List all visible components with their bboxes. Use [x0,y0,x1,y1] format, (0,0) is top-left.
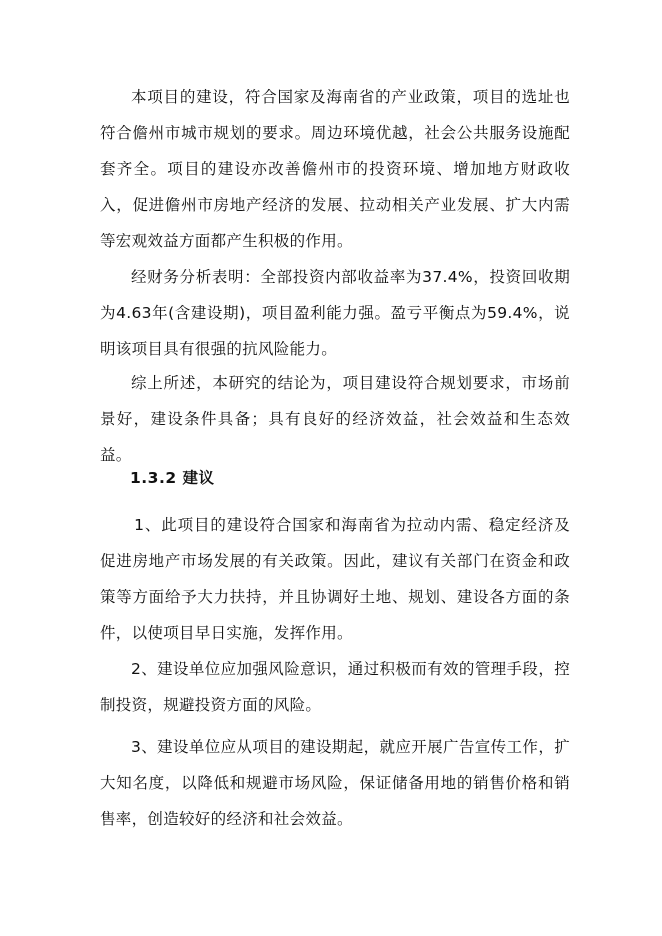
conclusion-paragraph-3: 综上所述，本研究的结论为，项目建设符合规划要求，市场前景好，建设条件具备；具有良好的经济效益，社会效益和生态效益。 [100,374,570,464]
conclusion-paragraph-1: 本项目的建设，符合国家及海南省的产业政策，项目的选址也符合儋州市城市规划的要求。周边环境优越，社会公共服务设施配套齐全。项目的建设亦改善儋州市的投资环境、增加地方财政收入，促进儋州市房地产经济的发展、拉动相关产业发展、扩大内需等宏观效益方面都产生积极的作用。 [100,88,570,250]
recommendation-paragraph-2: 2、建设单位应加强风险意识，通过积极而有效的管理手段，控制投资，规避投资方面的风险。 [100,660,570,714]
recommendation-paragraph-1: 1、此项目的建设符合国家和海南省为拉动内需、稳定经济及促进房地产市场发展的有关政策。因此，建议有关部门在资金和政策等方面给予大力扶持，并且协调好土地、规划、建设各方面的条件，以使项目早日实施，发挥作用。 [100,516,570,642]
section-heading: 1.3.2 建议 [130,469,215,487]
recommendation-paragraph-3: 3、建设单位应从项目的建设期起，就应开展广告宣传工作，扩大知名度，以降低和规避市场风险，保证储备用地的销售价格和销售率，创造较好的经济和社会效益。 [100,738,570,828]
conclusion-paragraph-2: 经财务分析表明：全部投资内部收益率为37.4%，投资回收期为4.63年(含建设期)，项目盈利能力强。盈亏平衡点为59.4%，说明该项目具有很强的抗风险能力。 [100,268,570,358]
